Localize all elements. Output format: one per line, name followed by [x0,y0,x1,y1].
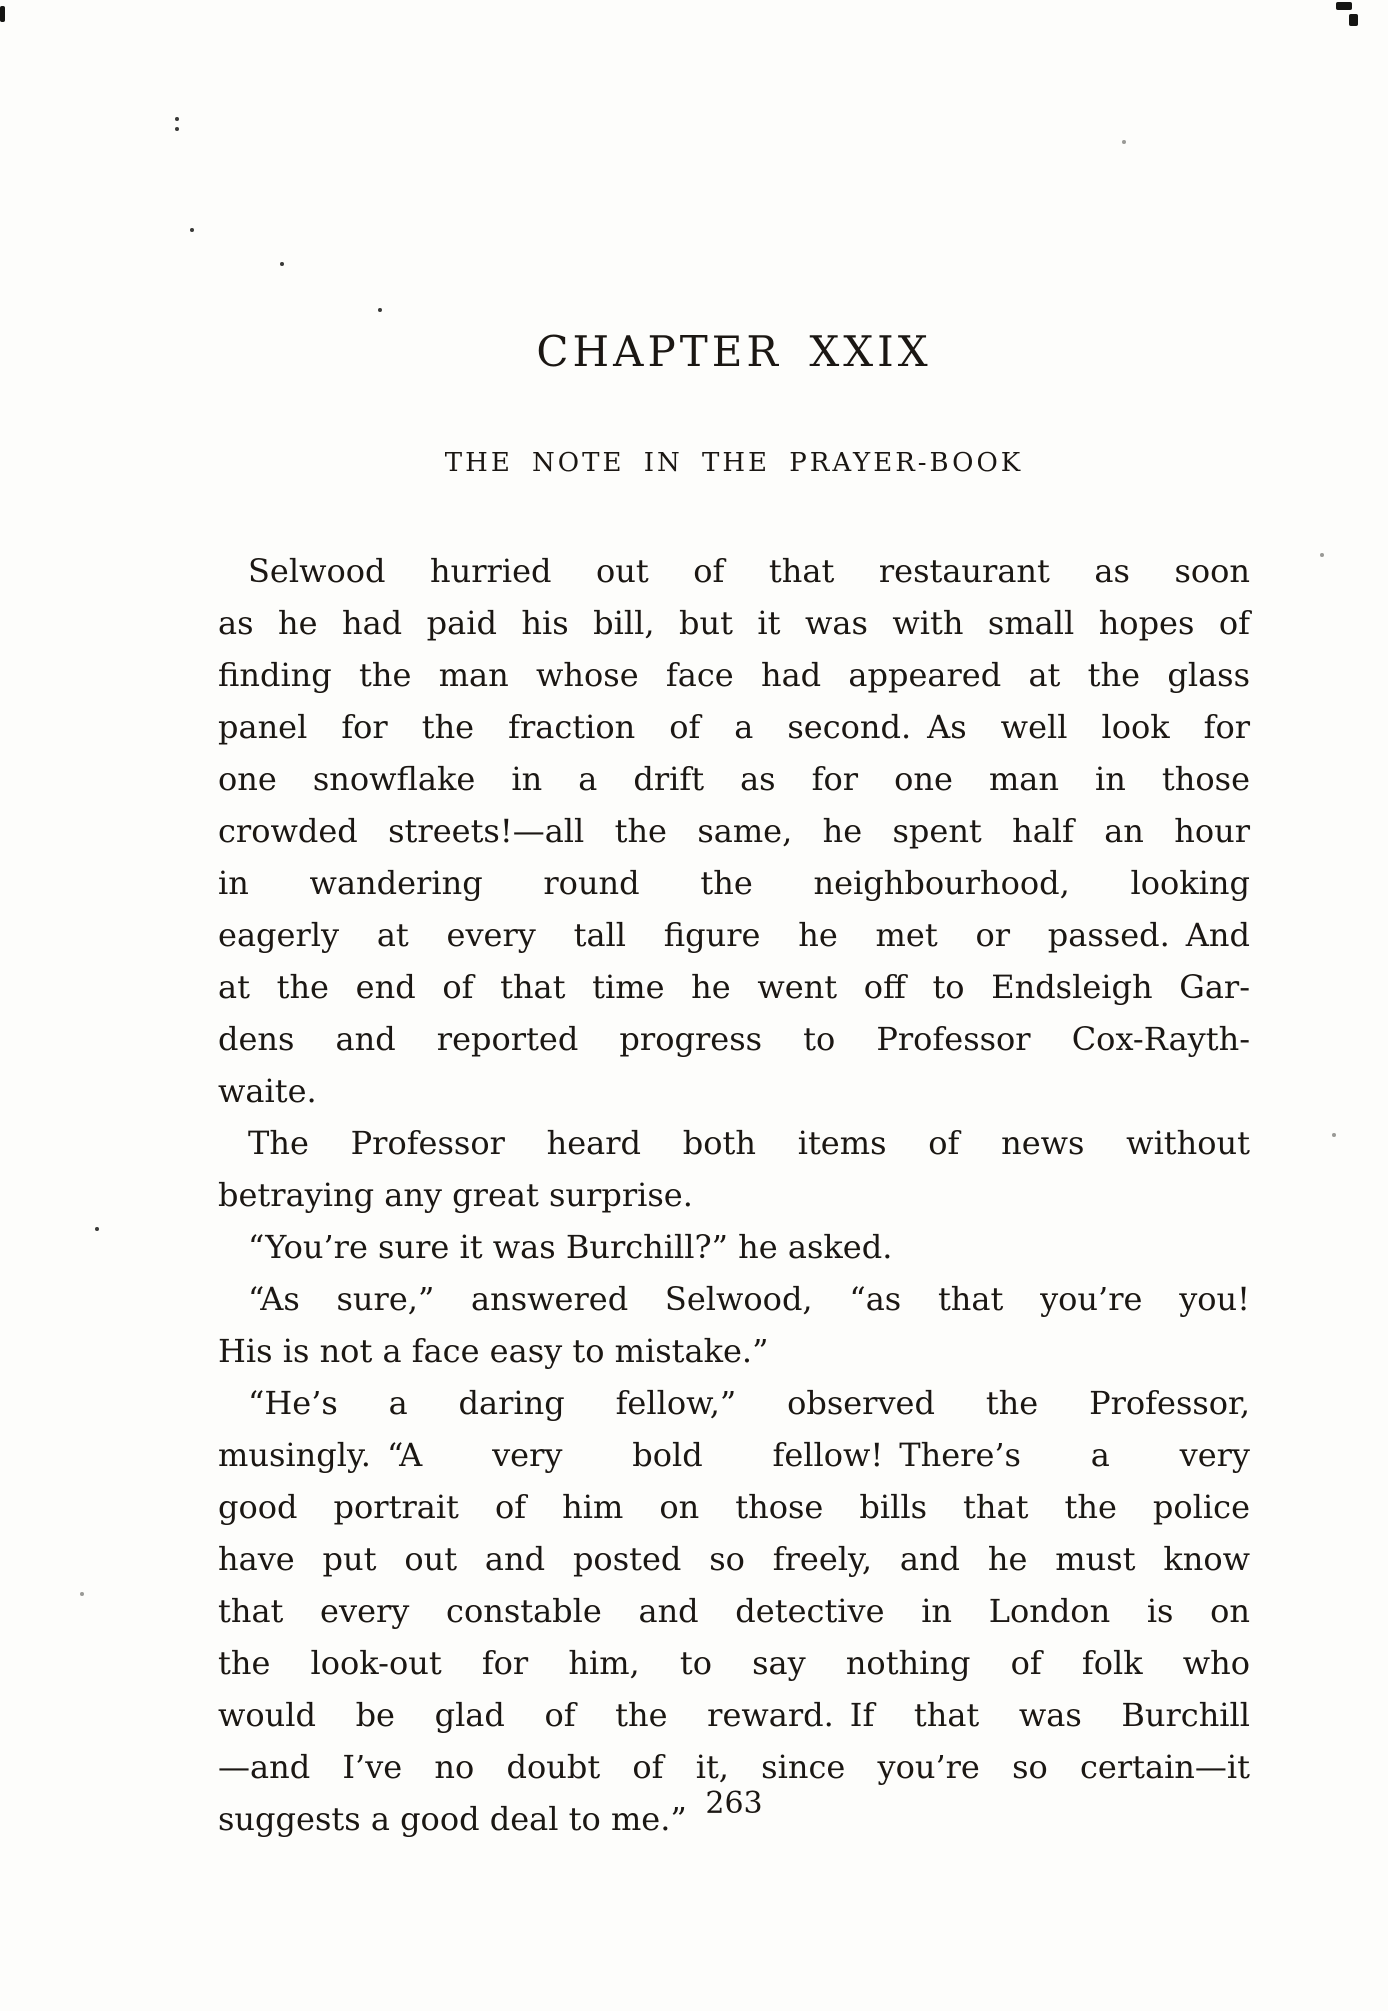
scan-speck [378,308,382,312]
text-line: good portrait of him on those bills that the police [218,1488,1250,1526]
text-line: “He’s a daring fellow,” observed the Professor, [248,1384,1250,1422]
text-line: waite. [218,1072,317,1110]
scan-speck [190,228,194,232]
text-line: suggests a good deal to me.” [218,1800,687,1838]
text-line: “You’re sure it was Burchill?” he asked. [248,1228,893,1266]
paragraph [218,1117,1250,1221]
paragraph [218,1377,1250,1845]
text-line: musingly. “A very bold fellow! There’s a very [218,1436,1250,1474]
text-line: the look-out for him, to say nothing of folk who [218,1644,1250,1682]
text-line: at the end of that time he went off to Endsleigh Gar- [218,968,1250,1006]
text-line: betraying any great surprise. [218,1176,693,1214]
scan-artifact [0,6,5,22]
scan-speck [1332,1133,1336,1137]
text-line: The Professor heard both items of news without [248,1124,1250,1162]
text-line: that every constable and detective in London is on [218,1592,1250,1630]
text-line: would be glad of the reward. If that was Burchill [218,1696,1250,1734]
chapter-title: CHAPTER XXIX [536,327,932,376]
text-line: eagerly at every tall figure he met or passed. And [218,916,1250,954]
paragraph [218,545,1250,1117]
scan-artifact [1349,14,1358,26]
text-line: one snowflake in a drift as for one man in those [218,760,1250,798]
text-line: “As sure,” answered Selwood, “as that you’re you! [248,1280,1250,1318]
scan-speck [1122,140,1126,144]
text-line: crowded streets!—all the same, he spent half an hour [218,812,1250,850]
text-line: Selwood hurried out of that restaurant as soon [248,552,1250,590]
scan-speck [95,1227,99,1231]
scan-speck [280,262,284,266]
scan-speck [80,1592,84,1596]
text-line: in wandering round the neighbourhood, looking [218,864,1250,902]
text-line: His is not a face easy to mistake.” [218,1332,769,1370]
text-line: finding the man whose face had appeared at the glass [218,656,1250,694]
paragraph [218,1221,1250,1273]
paragraph [218,1273,1250,1377]
scan-artifact [1336,2,1352,10]
scan-speck [175,117,179,121]
text-line: panel for the fraction of a second. As well look for [218,708,1250,746]
scan-speck [1320,553,1324,557]
scan-speck [175,127,179,131]
text-line: dens and reported progress to Professor Cox-Rayth- [218,1020,1250,1058]
text-line: as he had paid his bill, but it was with small hopes of [218,604,1250,642]
page-body [218,545,1250,1845]
text-line: —and I’ve no doubt of it, since you’re so certain—it [218,1748,1250,1786]
text-line: have put out and posted so freely, and he must know [218,1540,1250,1578]
section-title: THE NOTE IN THE PRAYER-BOOK [444,448,1024,478]
page-number: 263 [705,1786,763,1821]
